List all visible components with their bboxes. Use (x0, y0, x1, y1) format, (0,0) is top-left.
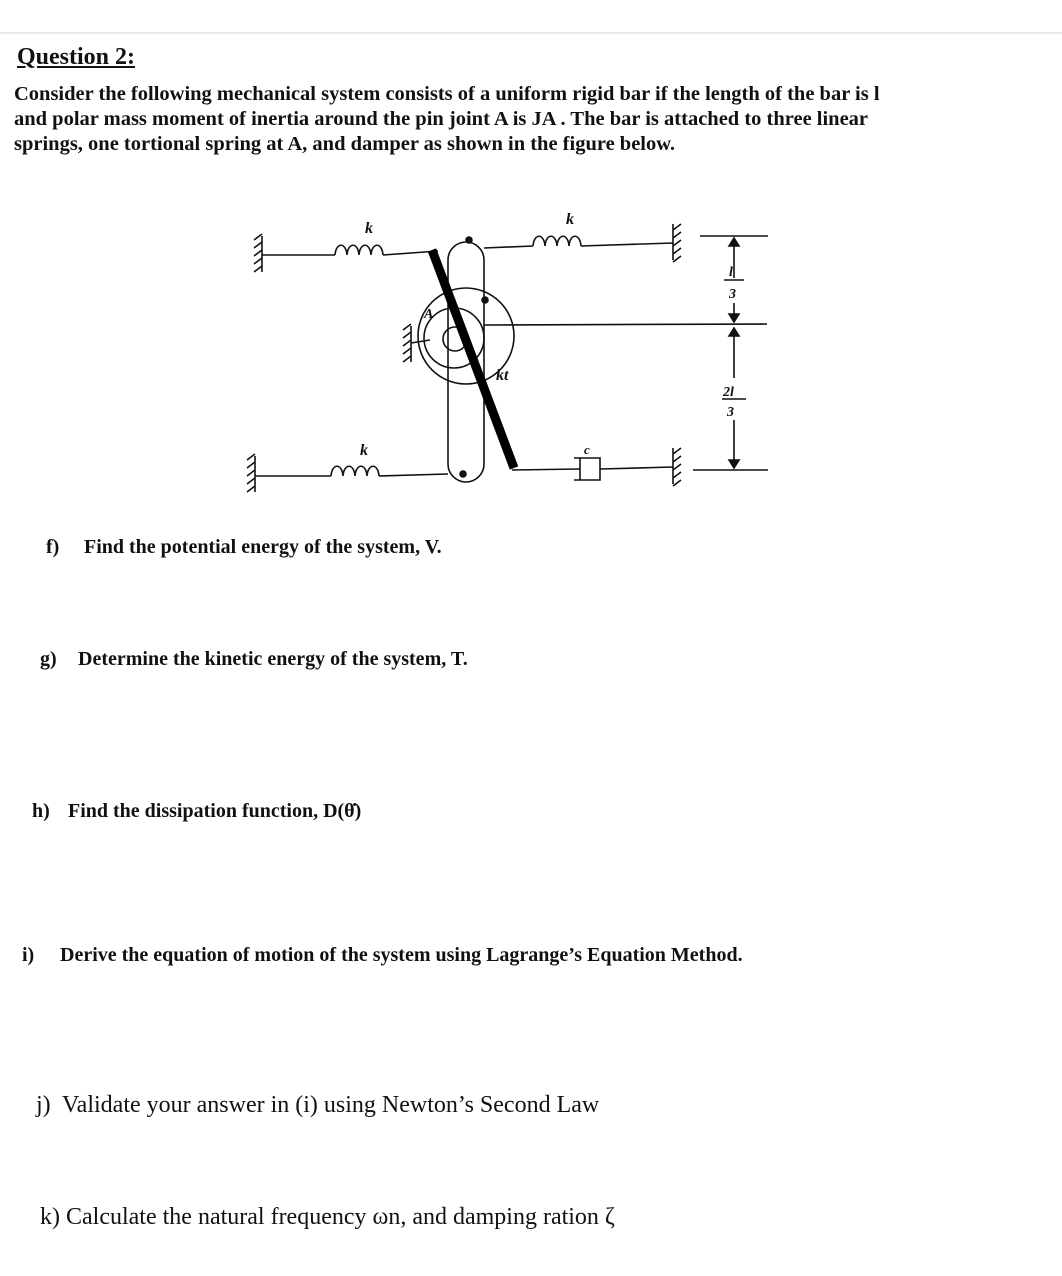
question-title: Question 2: (17, 44, 136, 70)
spring-bottom-label: k (360, 442, 368, 459)
intro-line-1: Consider the following mechanical system consists of a uniform rigid bar if the length of the bar is l (14, 83, 880, 105)
dimension-arrows (722, 238, 746, 468)
damper-label: c (584, 442, 590, 457)
part-g-text: Determine the kinetic energy of the system, T. (78, 648, 468, 670)
torsional-spring-label: kt (496, 367, 509, 384)
right-top-wall (673, 224, 681, 262)
part-h (32, 800, 361, 823)
spring-top-left-label: k (365, 220, 373, 237)
part-i-text: Derive the equation of motion of the system using Lagrange’s Equation Method. (60, 944, 743, 966)
left-top-wall (254, 234, 262, 272)
dim-bottom-numerator: 2l (723, 385, 734, 400)
dim-bottom-denominator: 3 (727, 405, 734, 420)
part-i-label: i) (22, 944, 35, 966)
top-right-spring (484, 236, 673, 248)
part-f-label: f) (46, 536, 60, 558)
part-g-label: g) (40, 648, 57, 670)
part-k (40, 1204, 615, 1231)
right-bottom-wall (673, 448, 681, 486)
part-f-text: Find the potential energy of the system, V. (84, 536, 442, 558)
damper (512, 458, 673, 480)
part-f (46, 536, 442, 559)
dim-top-numerator: l (729, 265, 733, 280)
pin-wall (403, 324, 411, 362)
bottom-left-spring (255, 466, 448, 476)
top-left-spring (262, 245, 438, 255)
dim-top-denominator: 3 (729, 287, 736, 302)
part-g (40, 648, 468, 671)
pin-reference-line (484, 324, 767, 325)
part-i (22, 944, 743, 967)
rigid-bar (432, 250, 514, 468)
part-j-label: j) (36, 1092, 51, 1118)
intro-line-3: springs, one tortional spring at A, and damper as shown in the figure below. (14, 133, 676, 155)
intro-line-2: and polar mass moment of inertia around the pin joint A is JA . The bar is attached to three linear (14, 108, 869, 130)
spring-top-right-label: k (566, 211, 574, 228)
part-j-text: Validate your answer in (i) using Newton’s Second Law (62, 1092, 600, 1118)
part-j (36, 1092, 599, 1119)
left-bottom-wall (247, 454, 255, 492)
part-k-label: k) (40, 1204, 60, 1230)
part-k-text: Calculate the natural frequency ωn, and damping ration ζ (66, 1204, 615, 1230)
part-h-text: Find the dissipation function, D(θ̇) (68, 800, 362, 822)
pin-label: A (424, 307, 434, 322)
part-h-label: h) (32, 800, 50, 822)
